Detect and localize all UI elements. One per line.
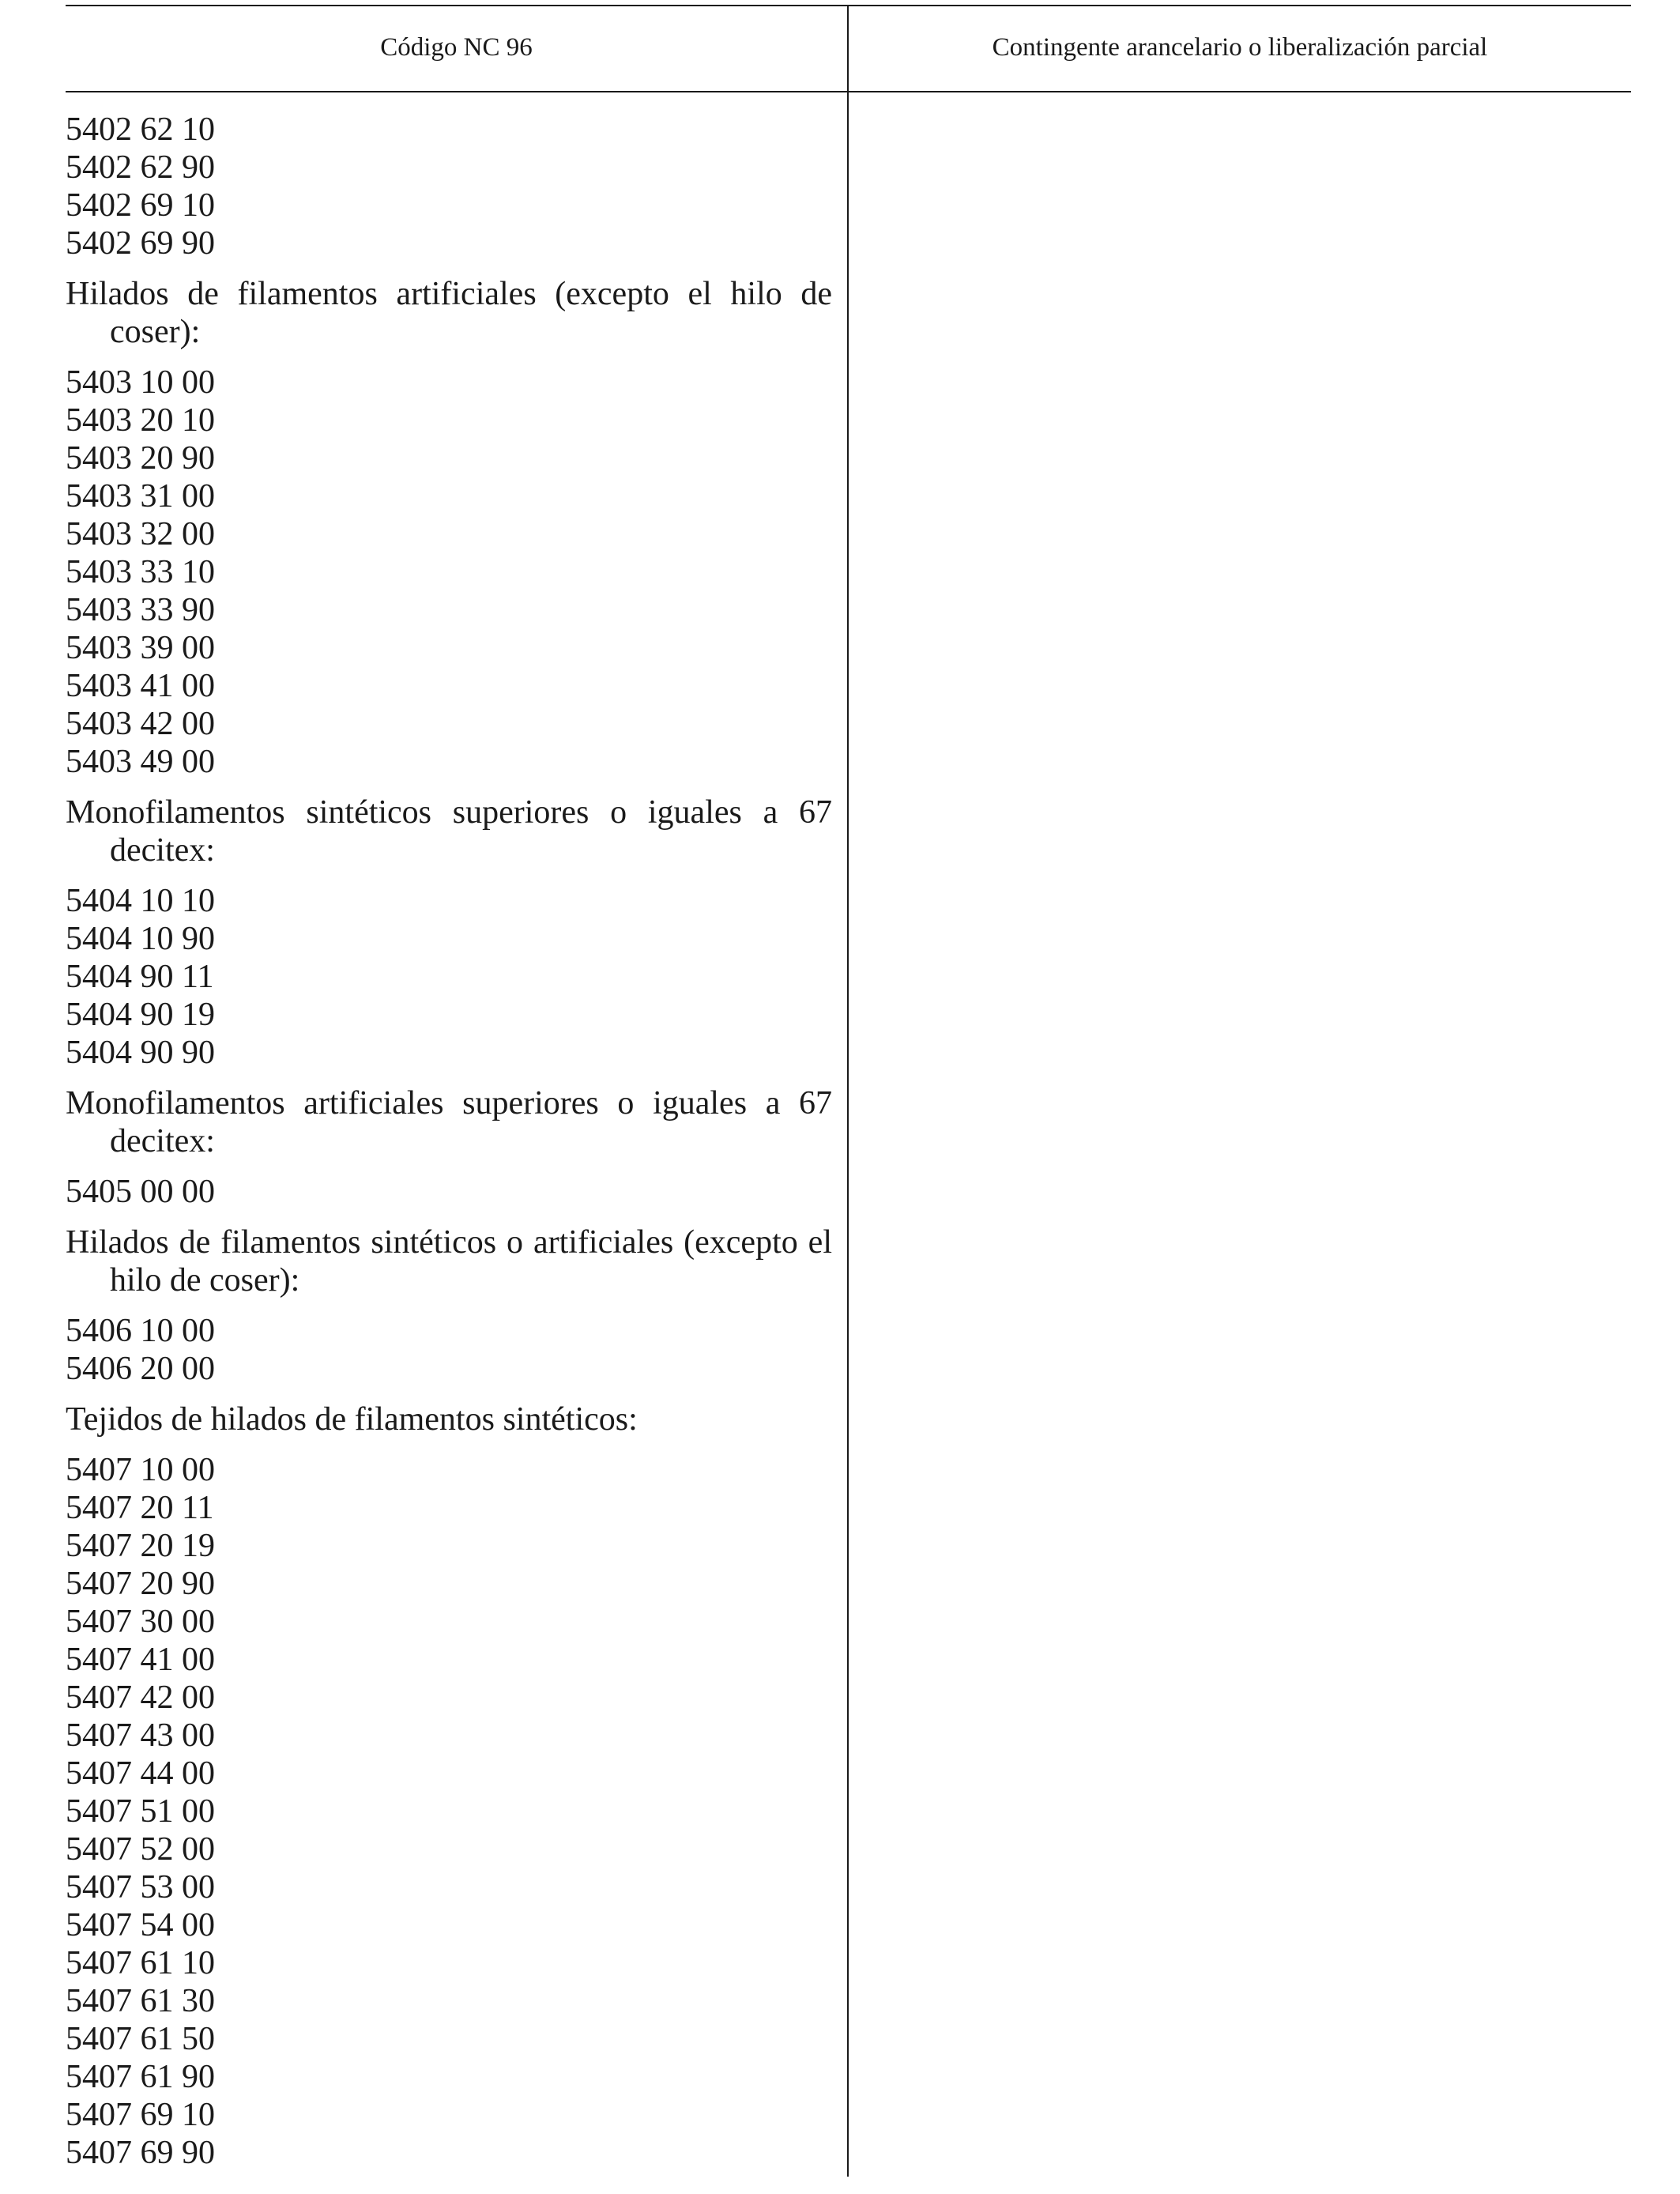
- nc-code: 5407 69 90: [66, 2135, 215, 2171]
- nc-code: 5406 10 00: [66, 1313, 215, 1349]
- nc-code: 5403 20 90: [66, 440, 215, 477]
- nc-code: 5407 10 00: [66, 1452, 215, 1488]
- nc-code: 5407 44 00: [66, 1755, 215, 1792]
- nc-code: 5402 69 10: [66, 187, 215, 224]
- nc-code: 5403 49 00: [66, 744, 215, 780]
- column-header-quota: Contingente arancelario o liberalización parcial: [992, 33, 1488, 62]
- nc-code: 5407 51 00: [66, 1793, 215, 1830]
- group-heading: Tejidos de hilados de filamentos sintéticos:: [66, 1401, 638, 1438]
- nc-code: 5404 10 90: [66, 921, 215, 957]
- nc-code: 5407 52 00: [66, 1831, 215, 1868]
- nc-code: 5407 61 30: [66, 1983, 215, 2019]
- nc-code: 5407 61 10: [66, 1945, 215, 1981]
- nc-code: 5407 61 50: [66, 2021, 215, 2057]
- nc-code: 5407 61 90: [66, 2059, 215, 2095]
- code-group: [66, 1084, 832, 1211]
- nc-code: 5407 20 11: [66, 1490, 214, 1526]
- column-header-code: Código NC 96: [380, 33, 533, 62]
- nc-code: 5403 32 00: [66, 516, 215, 552]
- code-group: [66, 111, 832, 262]
- nc-code: 5404 90 90: [66, 1035, 215, 1071]
- nc-code: 5403 10 00: [66, 364, 215, 401]
- nc-code: 5407 42 00: [66, 1679, 215, 1716]
- nc-code: 5403 31 00: [66, 478, 215, 515]
- nc-code: 5407 54 00: [66, 1907, 215, 1943]
- column-divider: [847, 5, 849, 2177]
- nc-code: 5404 10 10: [66, 883, 215, 919]
- code-group: [66, 1223, 832, 1388]
- code-group: [66, 794, 832, 1072]
- group-heading: Hilados de filamentos artificiales (excepto el hilo de coser):: [66, 276, 832, 350]
- code-column: [66, 111, 832, 2172]
- group-heading: Monofilamentos artificiales superiores o iguales a 67 decitex:: [66, 1085, 832, 1159]
- nc-code: 5407 20 90: [66, 1566, 215, 1602]
- nc-code: 5402 69 90: [66, 225, 215, 262]
- nc-code: 5403 39 00: [66, 630, 215, 666]
- nc-code: 5402 62 90: [66, 149, 215, 186]
- group-heading: Monofilamentos sintéticos superiores o iguales a 67 decitex:: [66, 794, 832, 869]
- nc-code: 5403 33 10: [66, 554, 215, 590]
- nc-code: 5405 00 00: [66, 1174, 215, 1210]
- nc-code: 5403 20 10: [66, 402, 215, 439]
- nc-code: 5407 41 00: [66, 1642, 215, 1678]
- nc-code: 5406 20 00: [66, 1351, 215, 1387]
- nc-code: 5407 43 00: [66, 1717, 215, 1754]
- group-heading: Hilados de filamentos sintéticos o artificiales (excepto el hilo de coser):: [66, 1224, 832, 1299]
- nc-code: 5403 41 00: [66, 668, 215, 704]
- code-group: [66, 1400, 832, 2172]
- nc-code: 5404 90 19: [66, 997, 215, 1033]
- nc-code: 5407 20 19: [66, 1528, 215, 1564]
- nc-code: 5407 30 00: [66, 1604, 215, 1640]
- nc-code: 5407 69 10: [66, 2097, 215, 2133]
- nc-code: 5404 90 11: [66, 959, 214, 995]
- code-group: [66, 275, 832, 781]
- nc-code: 5403 42 00: [66, 706, 215, 742]
- nc-code: 5402 62 10: [66, 111, 215, 148]
- nc-code: 5407 53 00: [66, 1869, 215, 1906]
- nc-code: 5403 33 90: [66, 592, 215, 628]
